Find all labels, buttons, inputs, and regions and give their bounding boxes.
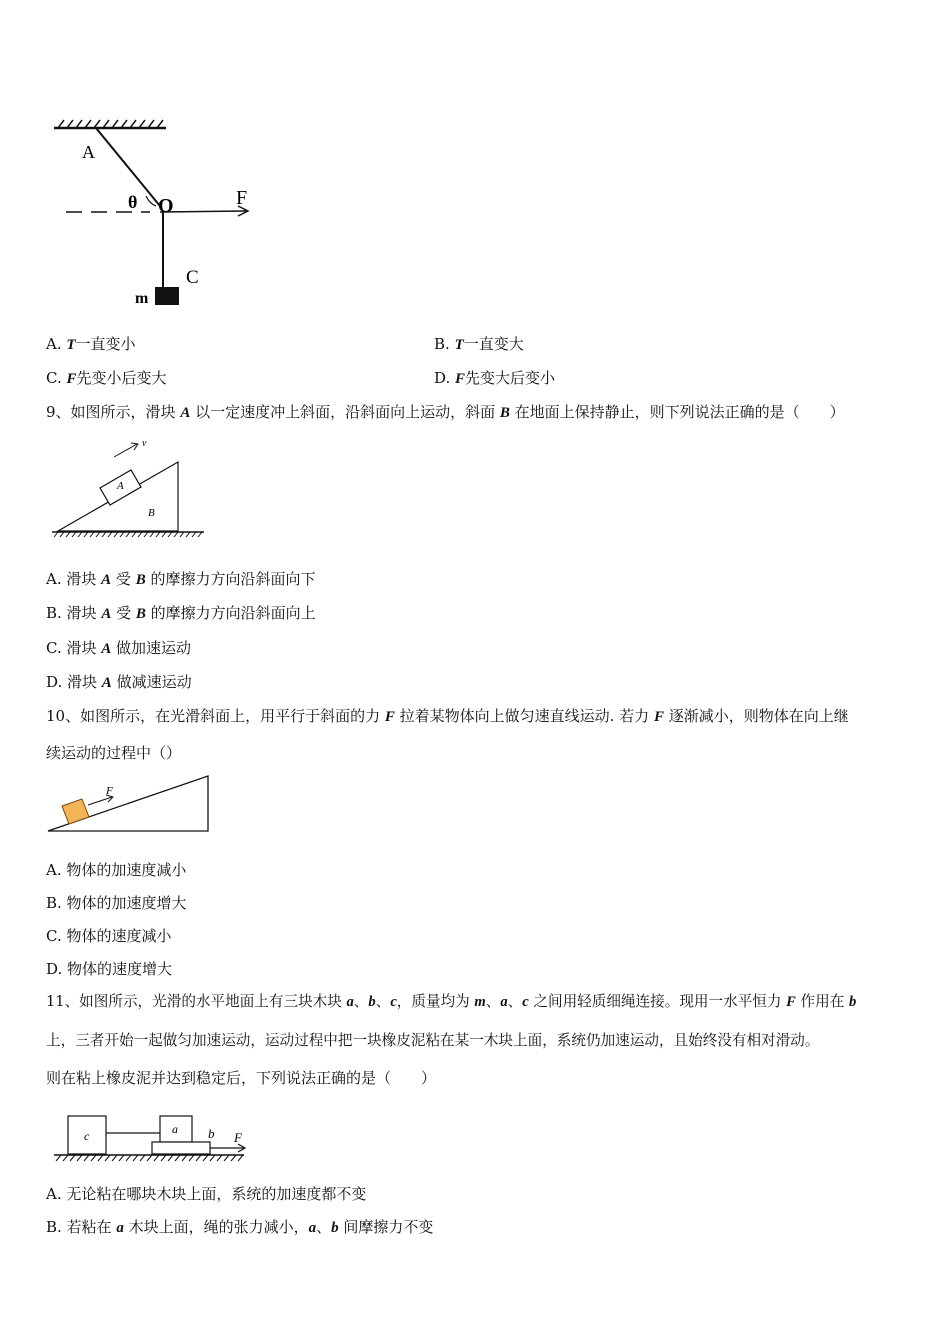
variable: B — [135, 606, 146, 622]
question-text: 则在粘上橡皮泥并达到稳定后，下列说法正确的是（ ） — [46, 1069, 437, 1087]
fig9-label-B: B — [148, 507, 155, 519]
fig8-label-theta: θ — [128, 192, 138, 212]
option-text: 的摩擦力方向沿斜面向下 — [145, 570, 316, 588]
question-text: 10、如图所示，在光滑斜面上，用平行于斜面的力 — [46, 707, 385, 725]
option-text: 一直变小 — [75, 335, 136, 353]
option-variable: F — [455, 371, 466, 387]
fig8-label-A: A — [82, 142, 95, 162]
option-prefix: B. — [434, 335, 455, 353]
option-text: D. 物体的速度增大 — [46, 960, 173, 978]
question-text: 作用在 — [795, 993, 849, 1010]
variable: B — [135, 572, 146, 588]
question-text: 续运动的过程中（） — [46, 744, 182, 762]
option-text: 木块上面，绳的张力减小， — [123, 1218, 309, 1236]
question-text: 上，三者开始一起做匀加速运动，运动过程中把一块橡皮泥粘在某一木块上面，系统仍加速运动，且始终没有相对滑动。 — [46, 1032, 820, 1049]
option-text: D. 滑块 — [46, 673, 102, 691]
fig9-label-v: v — [142, 438, 147, 449]
question-text: 11、如图所示，光滑的水平地面上有三块木块 — [46, 993, 347, 1010]
option-text: 先变大后变小 — [465, 369, 556, 387]
fig8-label-F: F — [236, 187, 248, 209]
option-text: 做减速运动 — [111, 673, 192, 691]
separator: 、 — [353, 993, 369, 1010]
question-number: 9、 — [46, 403, 71, 421]
option-text: A. 无论粘在哪块木块上面，系统的加速度都不变 — [46, 1185, 367, 1203]
fig8-label-C: C — [186, 267, 199, 288]
option-text: 做加速运动 — [111, 639, 192, 657]
option-text: A. 滑块 — [46, 570, 102, 588]
variable: a — [500, 994, 508, 1010]
option-text: 一直变大 — [463, 335, 524, 353]
variable: A — [101, 641, 112, 657]
option-text: 受 — [111, 604, 136, 622]
option-text: 的摩擦力方向沿斜面向上 — [145, 604, 316, 622]
variable: F — [786, 994, 796, 1010]
option-prefix: A. — [46, 335, 67, 353]
variable: a — [116, 1220, 124, 1236]
variable: c — [390, 994, 397, 1010]
option-text: C. 滑块 — [46, 639, 102, 657]
option-text: B. 若粘在 — [46, 1218, 117, 1236]
variable: a — [346, 994, 354, 1010]
separator: 、 — [485, 993, 501, 1010]
fig11-label-a: a — [172, 1122, 178, 1136]
option-variable: T — [454, 337, 464, 353]
fig11-label-F: F — [234, 1130, 242, 1145]
variable: m — [474, 994, 486, 1010]
option-text: B. 滑块 — [46, 604, 102, 622]
variable: B — [499, 405, 510, 421]
q11-option-b — [46, 1217, 433, 1238]
fig11-label-b: b — [208, 1126, 215, 1141]
variable: c — [522, 994, 529, 1010]
question-text: ，质量均为 — [396, 993, 475, 1010]
variable: A — [101, 675, 112, 691]
separator: 、 — [507, 993, 523, 1010]
question-text: 之间用轻质细绳连接。现用一水平恒力 — [528, 993, 787, 1010]
fig10-label-F: F — [106, 785, 113, 797]
variable: A — [180, 405, 191, 421]
fig8-label-m: m — [135, 290, 149, 307]
option-prefix: D. — [434, 369, 456, 387]
option-text: 间摩擦力不变 — [338, 1218, 434, 1236]
option-text: 受 — [111, 570, 136, 588]
option-text: A. 物体的加速度减小 — [46, 861, 187, 879]
variable: F — [653, 709, 664, 725]
option-text: C. 物体的速度减小 — [46, 927, 172, 945]
variable: b — [368, 994, 376, 1010]
option-prefix: C. — [46, 369, 67, 387]
variable: A — [101, 606, 112, 622]
question-text: 在地面上保持静止，则下列说法正确的是（ ） — [509, 403, 845, 421]
question-text: 逐渐减小，则物体在向上继 — [663, 707, 849, 725]
fig9-label-A: A — [117, 480, 124, 492]
q11-option-a — [46, 1184, 366, 1204]
question-text: 拉着某物体向上做匀速直线运动. 若力 — [394, 707, 654, 725]
variable: a — [308, 1220, 317, 1236]
option-text: B. 物体的加速度增大 — [46, 894, 187, 912]
variable: F — [384, 709, 395, 725]
question-text: 如图所示，滑块 — [70, 403, 181, 421]
variable: b — [331, 1220, 339, 1236]
separator: 、 — [375, 993, 391, 1010]
variable: b — [848, 994, 857, 1010]
option-variable: F — [66, 371, 77, 387]
option-variable: T — [66, 337, 76, 353]
fig8-label-O: O — [158, 195, 174, 217]
question-text: 以一定速度冲上斜面，沿斜面向上运动，斜面 — [190, 403, 500, 421]
option-text: 先变小后变大 — [76, 369, 167, 387]
fig11-label-c: c — [84, 1129, 90, 1143]
variable: A — [101, 572, 112, 588]
separator: 、 — [316, 1218, 332, 1236]
